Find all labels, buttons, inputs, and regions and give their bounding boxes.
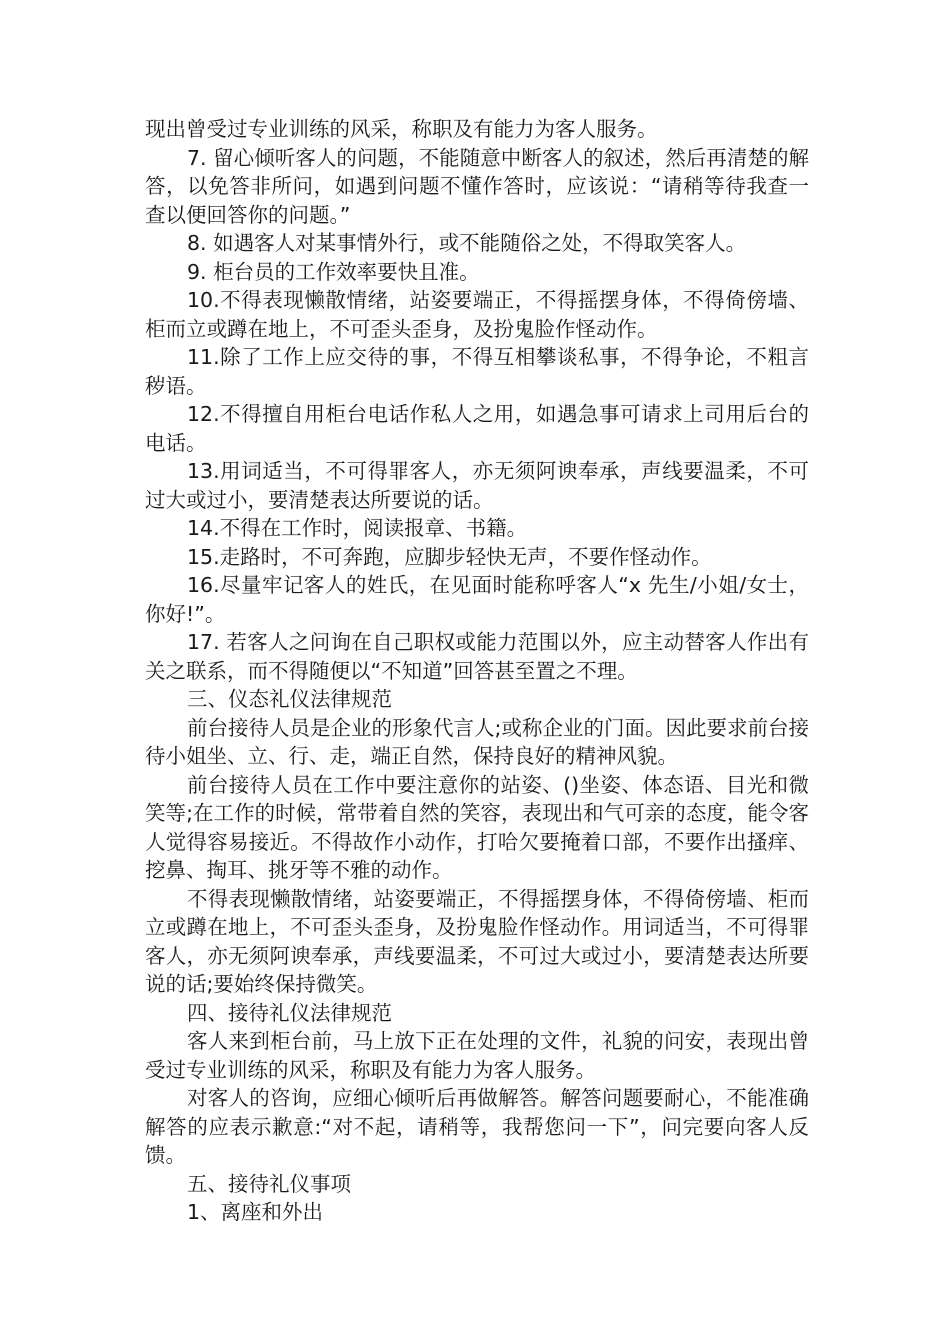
subsection-heading: 1、离座和外出 [187,1200,324,1224]
paragraph: 15.走路时，不可奔跑，应脚步轻快无声，不要作怪动作。 [187,544,712,569]
paragraph: 12.不得擅自用柜台电话作私人之用，如遇急事可请求上司用后台的电话。 [145,402,809,455]
paragraph: 9. 柜台员的工作效率要快且准。 [187,259,480,284]
paragraph: 10.不得表现懒散情绪，站姿要端正，不得摇摆身体，不得倚傍墙、柜而立或蹲在地上，不可歪头歪身，及扮鬼脸作怪动作。 [145,288,809,341]
section-heading: 三、仪态礼仪法律规范 [187,687,392,711]
paragraph: 13.用词适当，不可得罪客人，亦无须阿谀奉承，声线要温柔，不可过大或过小，要清楚表达所要说的话。 [145,459,809,512]
paragraph: 不得表现懒散情绪，站姿要端正，不得摇摆身体，不得倚傍墙、柜而立或蹲在地上，不可歪头歪身，及扮鬼脸作怪动作。用词适当，不可得罪客人，亦无须阿谀奉承，声线要温柔，不可过大或过小，要清楚表达所要说的话;要始终保持微笑。 [145,886,809,996]
document-body [145,115,809,1227]
paragraph: 客人来到柜台前，马上放下正在处理的文件，礼貌的问安，表现出曾受过专业训练的风采，称职及有能力为客人服务。 [145,1029,809,1082]
paragraph: 8. 如遇客人对某事情外行，或不能随俗之处，不得取笑客人。 [187,231,747,255]
paragraph: 现出曾受过专业训练的风采，称职及有能力为客人服务。 [145,117,658,141]
section-heading: 四、接待礼仪法律规范 [187,1000,392,1025]
paragraph: 前台接待人员在工作中要注意你的站姿、()坐姿、体态语、目光和微笑等;在工作的时候，常带着自然的笑容，表现出和气可亲的态度，能令客人觉得容易接近。不得故作小动作，打哈欠要掩着口部，不要作出搔痒、挖鼻、掏耳、挑牙等不雅的动作。 [145,772,809,882]
paragraph: 11.除了工作上应交待的事，不得互相攀谈私事，不得争论，不粗言秽语。 [145,345,809,398]
paragraph: 16.尽量牢记客人的姓氏，在见面时能称呼客人“x 先生/小姐/女士，你好!”。 [145,573,809,626]
section-heading: 五、接待礼仪事项 [187,1171,351,1196]
paragraph: 对客人的咨询，应细心倾听后再做解答。解答问题要耐心，不能准确解答的应表示歉意:“对不起，请稍等，我帮您问一下”，问完要向客人反馈。 [145,1086,809,1167]
paragraph: 7. 留心倾听客人的问题，不能随意中断客人的叙述，然后再清楚的解答，以免答非所问，如遇到问题不懂作答时，应该说：“请稍等待我查一查以便回答你的问题。” [145,145,809,227]
paragraph: 14.不得在工作时，阅读报章、书籍。 [187,516,528,540]
paragraph: 17. 若客人之问询在自己职权或能力范围以外，应主动替客人作出有关之联系，而不得随便以“不知道”回答甚至置之不理。 [145,630,809,683]
paragraph: 前台接待人员是企业的形象代言人;或称企业的门面。因此要求前台接待小姐坐、立、行、走，端正自然，保持良好的精神风貌。 [145,715,809,768]
